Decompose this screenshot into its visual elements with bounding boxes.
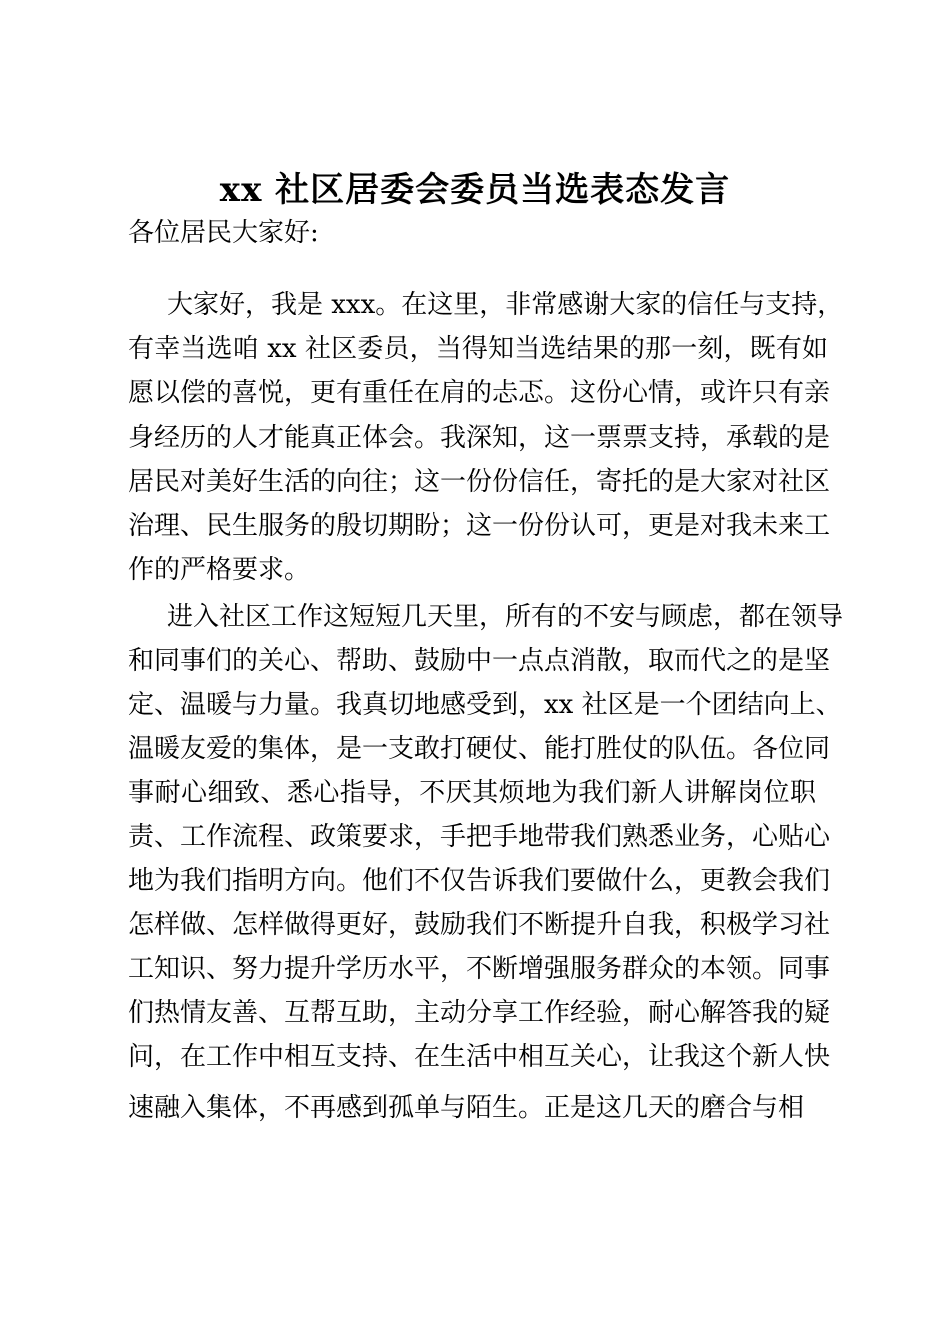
paragraph-line: 治理、民生服务的殷切期盼；这一份份认可，更是对我未来工 xyxy=(128,511,831,541)
paragraph-line: 和同事们的关心、帮助、鼓励中一点点消散，取而代之的是坚 xyxy=(128,646,831,676)
paragraph-line: 定、温暖与力量。我真切地感受到，xx 社区是一个团结向上、 xyxy=(128,690,842,720)
paragraph-line: 作的严格要求。 xyxy=(128,555,311,585)
paragraph-line: 责、工作流程、政策要求，手把手地带我们熟悉业务，心贴心 xyxy=(128,822,831,852)
paragraph-line: 工知识、努力提升学历水平，不断增强服务群众的本领。同事 xyxy=(128,954,831,984)
document-title: xx 社区居委会委员当选表态发言 xyxy=(219,170,731,210)
paragraph-line: 怎样做、怎样做得更好，鼓励我们不断提升自我，积极学习社 xyxy=(128,910,831,940)
greeting: 各位居民大家好: xyxy=(128,218,319,248)
paragraph-line: 愿以偿的喜悦，更有重任在肩的忐忑。这份心情，或许只有亲 xyxy=(128,378,831,408)
paragraph-line: 问，在工作中相互支持、在生活中相互关心，让我这个新人快 xyxy=(128,1042,831,1072)
paragraph-line: 大家好，我是 xxx。在这里，非常感谢大家的信任与支持， xyxy=(167,290,844,320)
paragraph-line: 有幸当选咱 xx 社区委员，当得知当选结果的那一刻，既有如 xyxy=(128,334,828,364)
paragraph-line: 速融入集体，不再感到孤单与陌生。正是这几天的磨合与相 xyxy=(128,1093,805,1123)
paragraph-line: 居民对美好生活的向往；这一份份信任，寄托的是大家对社区 xyxy=(128,467,831,497)
paragraph-line: 身经历的人才能真正体会。我深知，这一票票支持，承载的是 xyxy=(128,423,831,453)
paragraph-line: 们热情友善、互帮互助，主动分享工作经验，耐心解答我的疑 xyxy=(128,998,831,1028)
paragraph-line: 地为我们指明方向。他们不仅告诉我们要做什么，更教会我们 xyxy=(128,866,831,896)
paragraph-line: 进入社区工作这短短几天里，所有的不安与顾虑，都在领导 xyxy=(167,602,844,632)
paragraph-line: 温暖友爱的集体，是一支敢打硬仗、能打胜仗的队伍。各位同 xyxy=(128,734,831,764)
paragraph-line: 事耐心细致、悉心指导，不厌其烦地为我们新人讲解岗位职 xyxy=(128,778,816,808)
